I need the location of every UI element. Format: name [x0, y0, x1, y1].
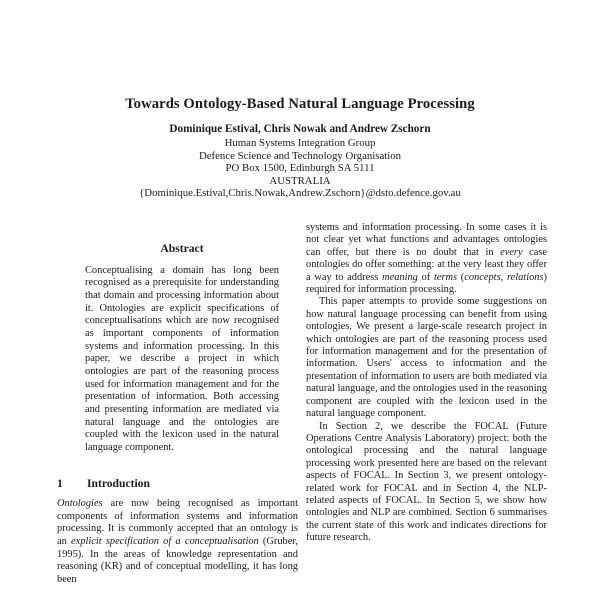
paper-title: Towards Ontology-Based Natural Language Processing — [125, 96, 475, 112]
paper-authors: Dominique Estival, Chris Nowak and Andrew Zschorn — [169, 123, 431, 135]
affiliation-address: PO Box 1500, Edinburgh SA 5111 — [225, 162, 375, 175]
section-title: Introduction — [87, 476, 150, 490]
abstract-body: Conceptualising a domain has long been recognised as a prerequisite for understanding that domain and processing information about it. Ontologies are explicit specifications of conceptualisations which are now recognised as important components of information systems and information processing. In this paper, we describe a project in which ontologies are part of the reasoning process used for information management and for the presentation of information. Both accessing and presenting information are mediated via natural language and the ontologies are coupled with the lexicon used in the natural language component. — [85, 264, 279, 453]
section-heading-introduction — [57, 478, 298, 491]
left-column — [57, 240, 298, 600]
right-paragraph-3: In Section 2, we describe the FOCAL (Future Operations Centre Analysis Laboratory) project: both the ontological processing and the natural language processing work presented here are based on the relevant aspects of FOCAL. In Section 3, we present ontology-related work for FOCAL and in Section 4, the NLP-related aspects of FOCAL. In Section 5, we show how ontologies and NLP are combined. Section 6 summarises the current state of this work and indicates directions for future research. — [306, 420, 547, 544]
paper-header — [0, 0, 600, 200]
affiliation-group: Human Systems Integration Group — [224, 137, 376, 149]
right-paragraph-1: systems and information processing. In some cases it is not clear yet what functions and advantages ontologies can offer, but there is no doubt that in every case ontologies do offer something: at the very least they offer a way to address meaning of terms (concepts, relations) required for information processing. — [306, 222, 547, 296]
affiliation-organisation: Defence Science and Technology Organisation — [198, 149, 402, 162]
right-paragraph-2: This paper attempts to provide some suggestions on how natural language processing can benefit from using ontologies. We present a large-scale research project in which ontologies are part of the reasoning process used for information management and for the presentation of information. Users' access to information and the presentation of information to users are both mediated via natural language, and the ontologies used in the reasoning component are coupled with the lexicon used in the natural language component. — [306, 296, 547, 420]
abstract-heading: Abstract — [160, 242, 204, 255]
abstract-section — [85, 243, 279, 455]
authors-email: {Dominique.Estival,Chris.Nowak,Andrew.Zschorn}@dsto.defence.gov.au — [139, 187, 461, 200]
affiliation-country: AUSTRALIA — [269, 174, 331, 187]
section-number: 1 — [57, 476, 63, 490]
introduction-paragraph: Ontologies are now being recognised as important components of information systems and information processing. It is commonly accepted that an ontology is an explicit specification of a conceptualisation (Gruber, 1995). In the areas of knowledge representation and reasoning (KR) and of conceptual modelling, it has long been — [57, 498, 298, 586]
right-column — [306, 222, 547, 600]
